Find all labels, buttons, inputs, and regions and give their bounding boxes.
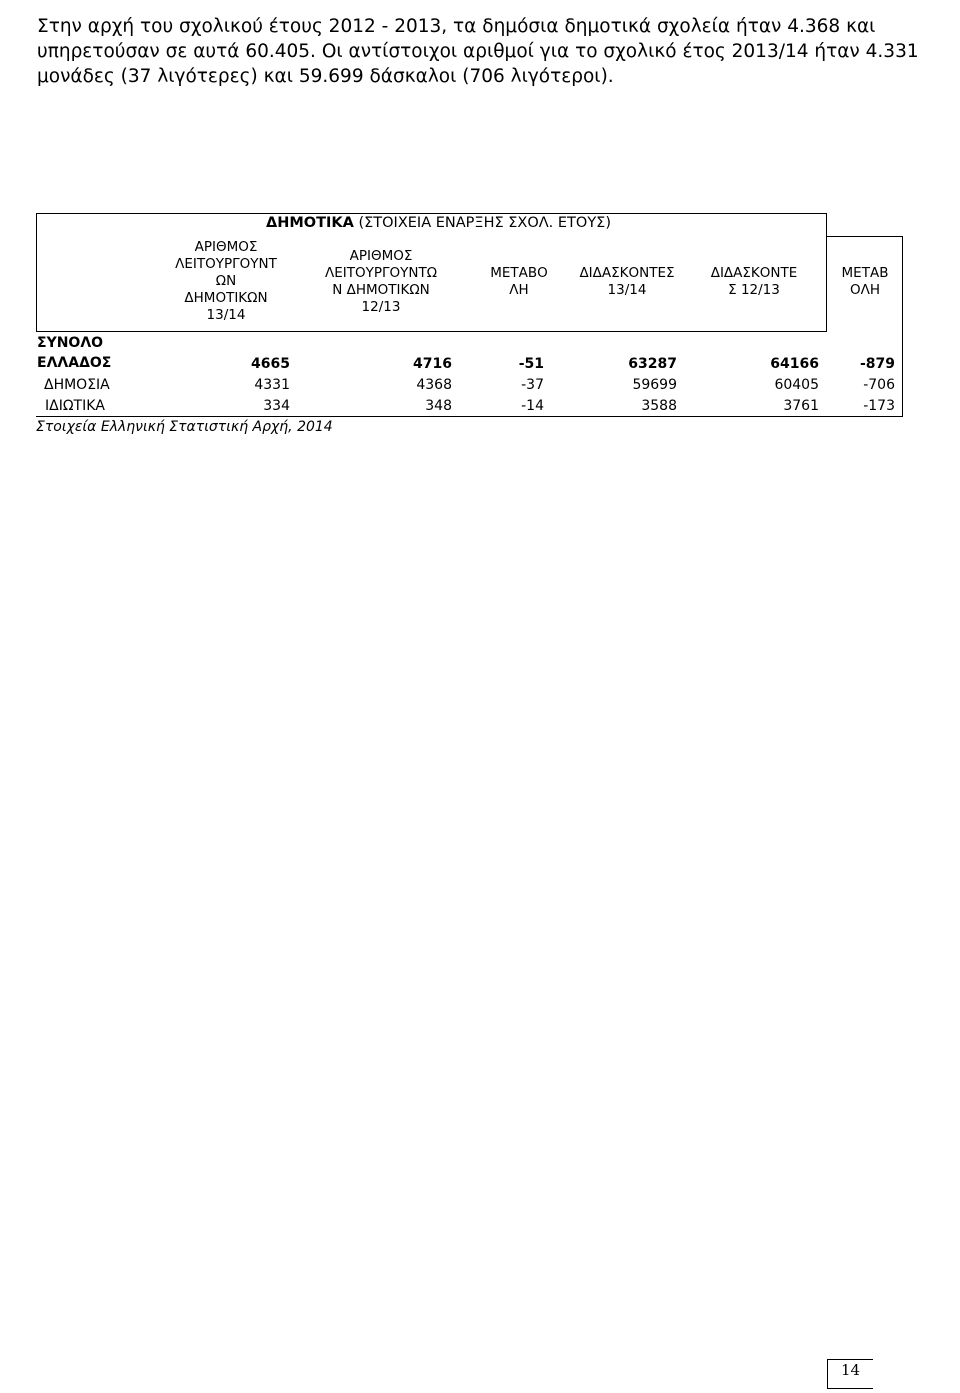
header-line: ΩΝ xyxy=(215,273,237,289)
header-line: ΑΡΙΘΜΟΣ xyxy=(349,248,413,264)
table-title xyxy=(266,214,611,232)
table-cell: -879 xyxy=(859,356,895,372)
header-line: 13/14 xyxy=(206,307,246,323)
table-cell: 60405 xyxy=(774,377,819,393)
schools-table xyxy=(0,0,960,440)
row-label-private: ΙΔΙΩΤΙΚΑ xyxy=(45,398,105,414)
table-cell: 4716 xyxy=(413,356,452,372)
row-label-total-2: ΕΛΛΑΔΟΣ xyxy=(37,355,112,371)
table-cell: 3761 xyxy=(783,398,819,414)
header-teachers-1314 xyxy=(545,265,709,299)
table-cell: 334 xyxy=(263,398,290,414)
table-cell: 4368 xyxy=(416,377,452,393)
table-cell: 4331 xyxy=(254,377,290,393)
table-source: Στοιχεία Ελληνική Στατιστική Αρχή, 2014 xyxy=(36,419,333,435)
table-cell: 348 xyxy=(425,398,452,414)
header-line: ΜΕΤΑΒ xyxy=(841,265,889,281)
table-cell: 59699 xyxy=(632,377,677,393)
header-schools-1314 xyxy=(153,239,299,324)
row-label-public: ΔΗΜΟΣΙΑ xyxy=(44,377,110,393)
table-cell: 3588 xyxy=(641,398,677,414)
header-line: ΟΛΗ xyxy=(849,282,880,298)
header-line: ΑΡΙΘΜΟΣ xyxy=(194,239,258,255)
table-title-rest: (ΣΤΟΙΧΕΙΑ ΕΝΑΡΞΗΣ ΣΧΟΛ. ΕΤΟΥΣ) xyxy=(353,215,611,231)
header-schools-1213 xyxy=(299,248,463,316)
paragraph-line-3: μονάδες (37 λιγότερες) και 59.699 δάσκαλοι (706 λιγότεροι). xyxy=(37,66,614,87)
page-number: 14 xyxy=(841,1361,861,1379)
header-line: ΛΕΙΤΟΥΡΓΟΥΝΤ xyxy=(175,256,277,272)
table-cell: 64166 xyxy=(770,356,819,372)
header-line: Ν ΔΗΜΟΤΙΚΩΝ xyxy=(332,282,430,298)
table-cell: -14 xyxy=(521,398,544,414)
table-cell: 4665 xyxy=(251,356,290,372)
row-label-total-1: ΣΥΝΟΛΟ xyxy=(37,335,104,351)
table-cell: -706 xyxy=(863,377,895,393)
header-change-teachers xyxy=(827,265,903,299)
table-cell: 63287 xyxy=(628,356,677,372)
table-cell: -37 xyxy=(521,377,544,393)
header-line: ΛΕΙΤΟΥΡΓΟΥΝΤΩ xyxy=(324,265,438,281)
header-line: 12/13 xyxy=(361,299,401,315)
header-line: ΜΕΤΑΒΟ xyxy=(490,265,548,281)
table-cell: -51 xyxy=(518,356,544,372)
header-line: ΛΗ xyxy=(509,282,529,298)
header-line: ΔΙΔΑΣΚΟΝΤΕ xyxy=(710,265,798,281)
table-cell: -173 xyxy=(863,398,895,414)
paragraph-line-1: Στην αρχή του σχολικού έτους 2012 - 2013, τα δημόσια δημοτικά σχολεία ήταν 4.368 και xyxy=(37,16,876,37)
header-line: Σ 12/13 xyxy=(728,282,780,298)
header-line: ΔΗΜΟΤΙΚΩΝ xyxy=(184,290,268,306)
header-line: ΔΙΔΑΣΚΟΝΤΕΣ xyxy=(579,265,675,281)
paragraph-line-2: υπηρετούσαν σε αυτά 60.405. Οι αντίστοιχοι αριθμοί για το σχολικό έτος 2013/14 ήταν 4.331 xyxy=(37,41,919,62)
header-teachers-1213 xyxy=(697,265,811,299)
table-title-bold: ΔΗΜΟΤΙΚΑ xyxy=(266,215,354,231)
header-line: 13/14 xyxy=(607,282,647,298)
